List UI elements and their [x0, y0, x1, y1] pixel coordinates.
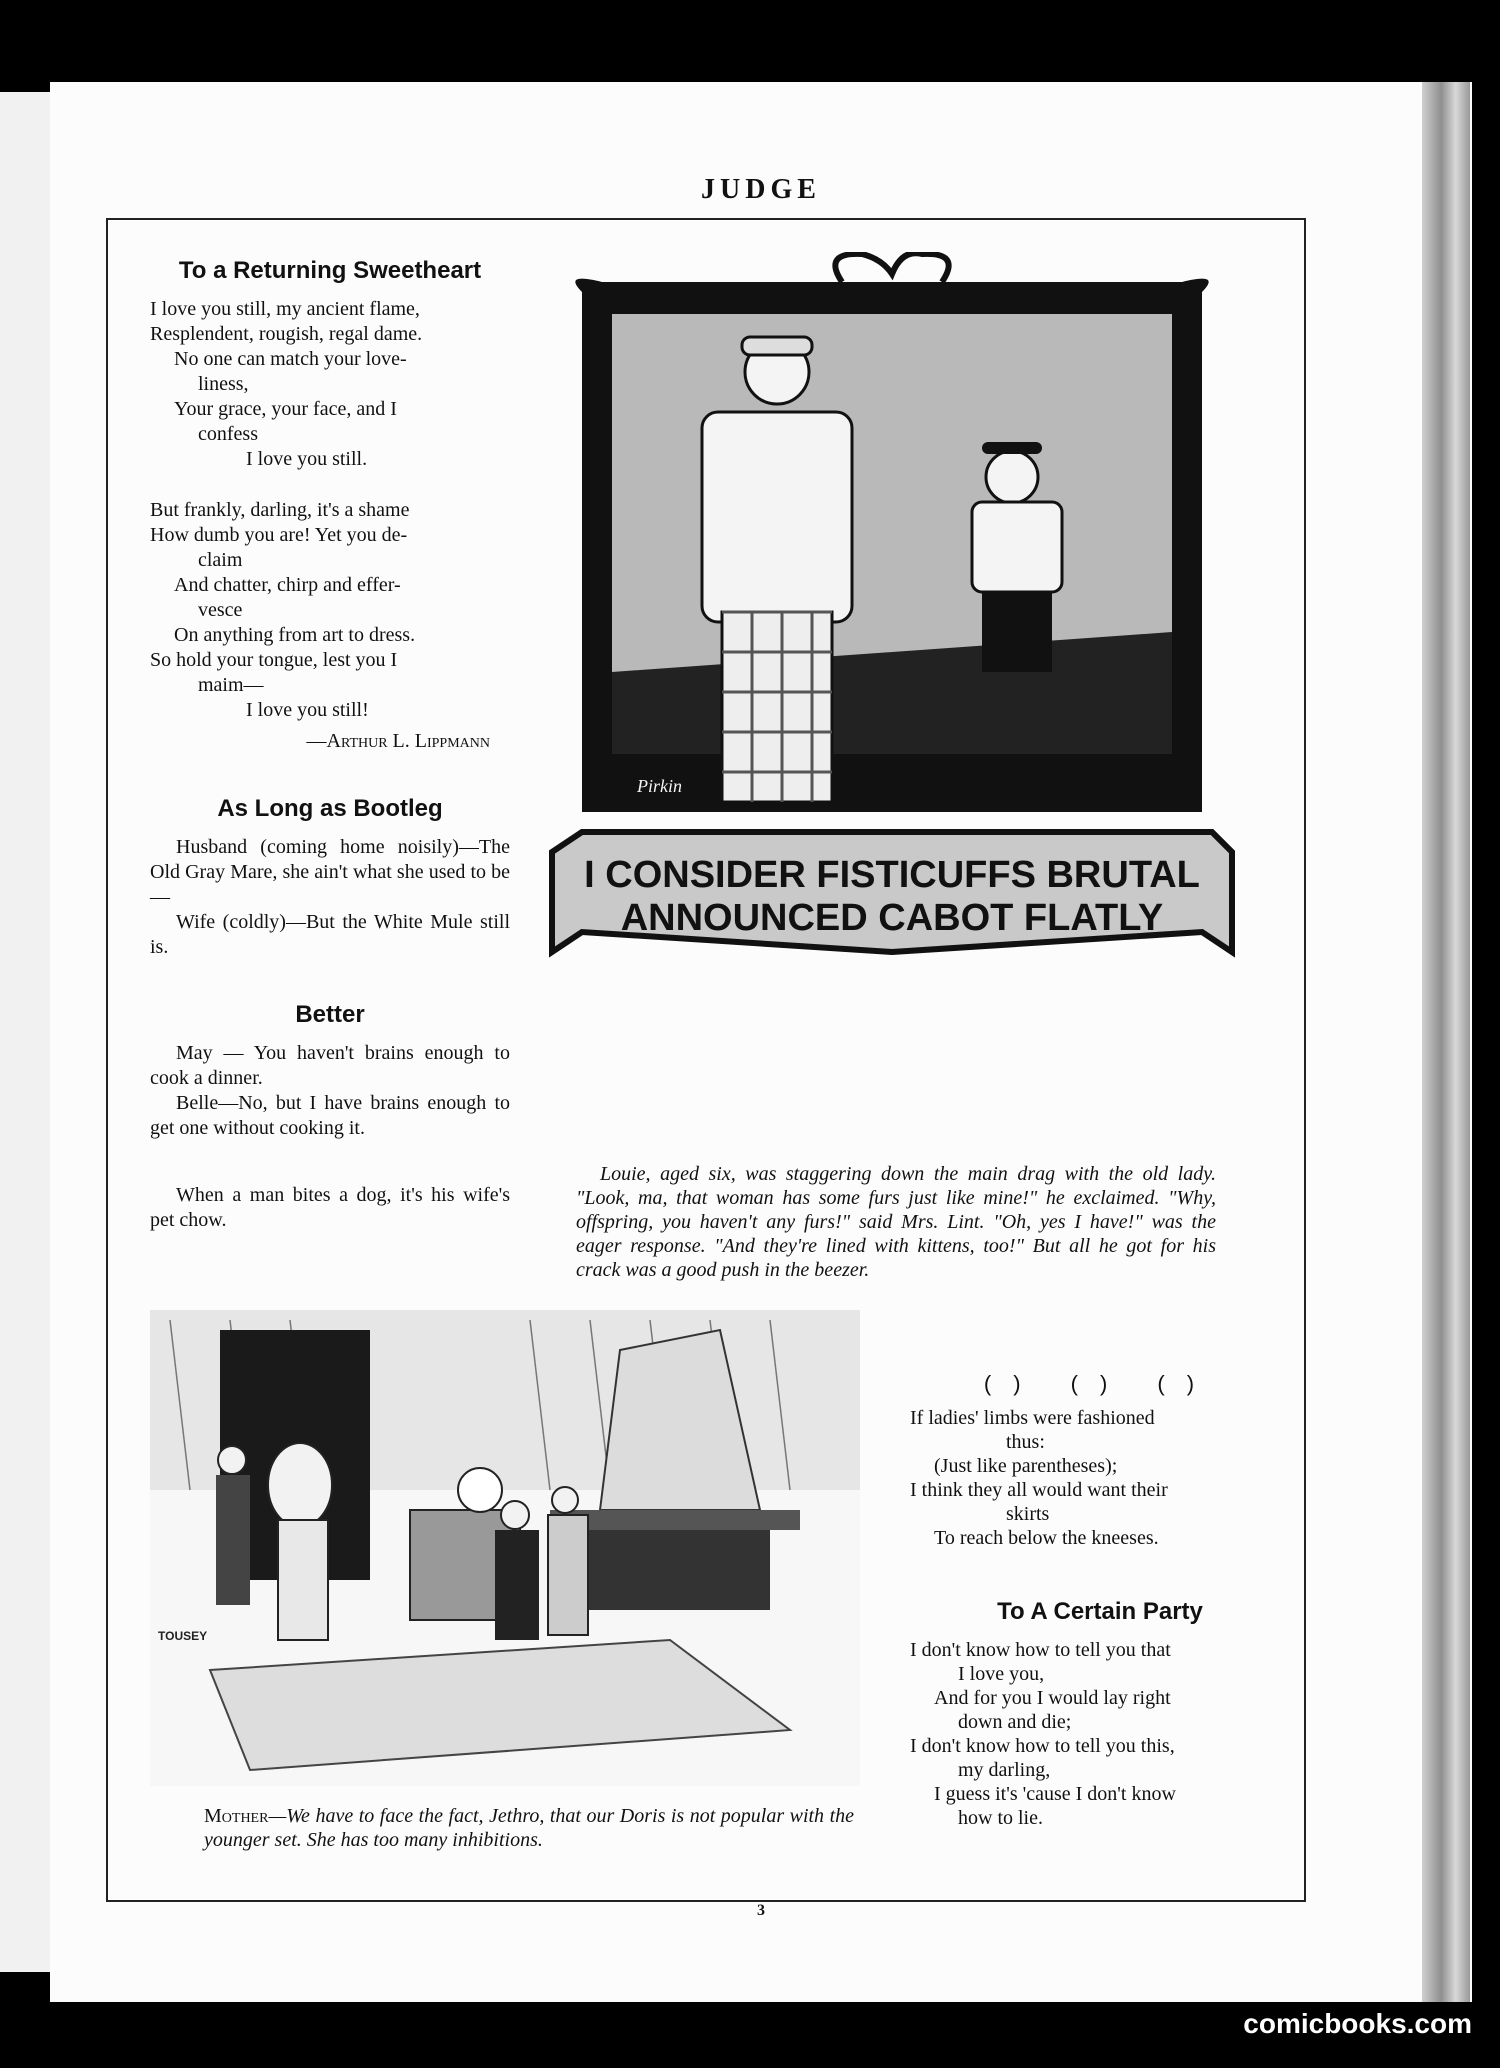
- poem-line: Your grace, your face, and I: [174, 398, 397, 420]
- poem-line: How dumb you are! Yet you de-: [150, 524, 408, 546]
- cartoon-cabot-caption: Louie, aged six, was staggering down the main drag with the old lady. "Look, ma, that woman has some furs just like mine!" he exclaimed. "Why, offspring, you haven't any furs!" said Mrs. Lint. "Oh, yes I have!" was the eager response. "And they're lined with kittens, too!" But all he got for his crack was a good push in the beezer.: [576, 1163, 1216, 1281]
- poem-line: I love you still.: [246, 448, 368, 470]
- poem-line: vesce: [198, 599, 243, 621]
- joke-line: Husband (coming home noisily)—The Old Gray Mare, she ain't what she used to be—: [150, 836, 510, 908]
- poem-line: I guess it's 'cause I don't know: [934, 1783, 1176, 1805]
- poem-line: I love you,: [958, 1663, 1045, 1685]
- poem-line: (Just like parentheses);: [934, 1455, 1118, 1477]
- joke-dog: [150, 1183, 510, 1233]
- banner-line-1: I CONSIDER FISTICUFFS BRUTAL: [584, 854, 1200, 896]
- poem-line: I don't know how to tell you this,: [910, 1735, 1175, 1757]
- poem-line: No one can match your love-: [174, 348, 407, 370]
- cartoon-cabot: [542, 252, 1242, 1012]
- watermark: comicbooks.com: [1243, 2008, 1472, 2039]
- joke-better: [150, 1002, 510, 1141]
- caption-text: —We have to face the fact, Jethro, that our Doris is not popular with the younger set. She has too many inhibitions.: [204, 1805, 854, 1851]
- poem-line: And for you I would lay right: [934, 1687, 1171, 1709]
- cartoon-living-room: [150, 1310, 860, 1786]
- left-column: [150, 258, 510, 1233]
- poem-line: So hold your tongue, lest you I: [150, 649, 398, 671]
- poem-line: To reach below the kneeses.: [934, 1527, 1159, 1549]
- joke-line: May — You haven't brains enough to cook a dinner.: [150, 1042, 510, 1089]
- poem-line: I love you still!: [246, 699, 369, 721]
- page-number: 3: [757, 1902, 765, 1919]
- magazine-page: [50, 82, 1472, 2002]
- poem-title: To A Certain Party: [997, 1598, 1203, 1625]
- poem-parentheses: [910, 1372, 1290, 1550]
- joke-title: As Long as Bootleg: [217, 795, 443, 822]
- poem-line: Resplendent, rougish, regal dame.: [150, 323, 423, 345]
- banner-line-2: ANNOUNCED CABOT FLATLY: [620, 897, 1164, 939]
- poem-line: how to lie.: [958, 1807, 1043, 1829]
- poem-line: thus:: [1006, 1431, 1045, 1453]
- poem-line: If ladies' limbs were fashioned: [910, 1407, 1155, 1429]
- poem-line: But frankly, darling, it's a shame: [150, 499, 410, 521]
- poem-line: liness,: [198, 373, 249, 395]
- joke-bootleg: [150, 796, 510, 960]
- poem-line: On anything from art to dress.: [174, 624, 416, 646]
- joke-line: When a man bites a dog, it's his wife's pet chow.: [150, 1184, 510, 1231]
- poem-line: skirts: [1006, 1503, 1050, 1525]
- joke-title: Better: [295, 1001, 365, 1028]
- poem-author: —Arthur L. Lippmann: [306, 730, 490, 752]
- stanza: [150, 297, 510, 472]
- stanza: [150, 498, 510, 754]
- masthead: JUDGE: [701, 174, 821, 205]
- cartoon-living-room-caption: [204, 1804, 854, 1852]
- poem-line: I love you still, my ancient flame,: [150, 298, 420, 320]
- parentheses-symbols: () () (): [983, 1371, 1217, 1396]
- caption-speaker: Mother: [204, 1805, 269, 1827]
- poem-line: confess: [198, 423, 258, 445]
- joke-line: Wife (coldly)—But the White Mule still is.: [150, 911, 510, 958]
- page-stack-edge: [1422, 82, 1470, 2002]
- poem-line: maim—: [198, 674, 264, 696]
- artist-signature: TOUSEY: [158, 1629, 208, 1643]
- right-column: [910, 1372, 1290, 1830]
- poem-line: I think they all would want their: [910, 1479, 1168, 1501]
- poem-certain-party: [910, 1600, 1290, 1830]
- poem-line: down and die;: [958, 1711, 1072, 1733]
- poem-returning-sweetheart: [150, 258, 510, 754]
- artist-signature: Pirkin: [637, 776, 682, 796]
- poem-line: claim: [198, 549, 243, 571]
- poem-line: my darling,: [958, 1759, 1051, 1781]
- poem-line: I don't know how to tell you that: [910, 1639, 1171, 1661]
- joke-line: Belle—No, but I have brains enough to get one without cooking it.: [150, 1092, 510, 1139]
- poem-title: To a Returning Sweetheart: [178, 257, 482, 284]
- poem-line: And chatter, chirp and effer-: [174, 574, 401, 596]
